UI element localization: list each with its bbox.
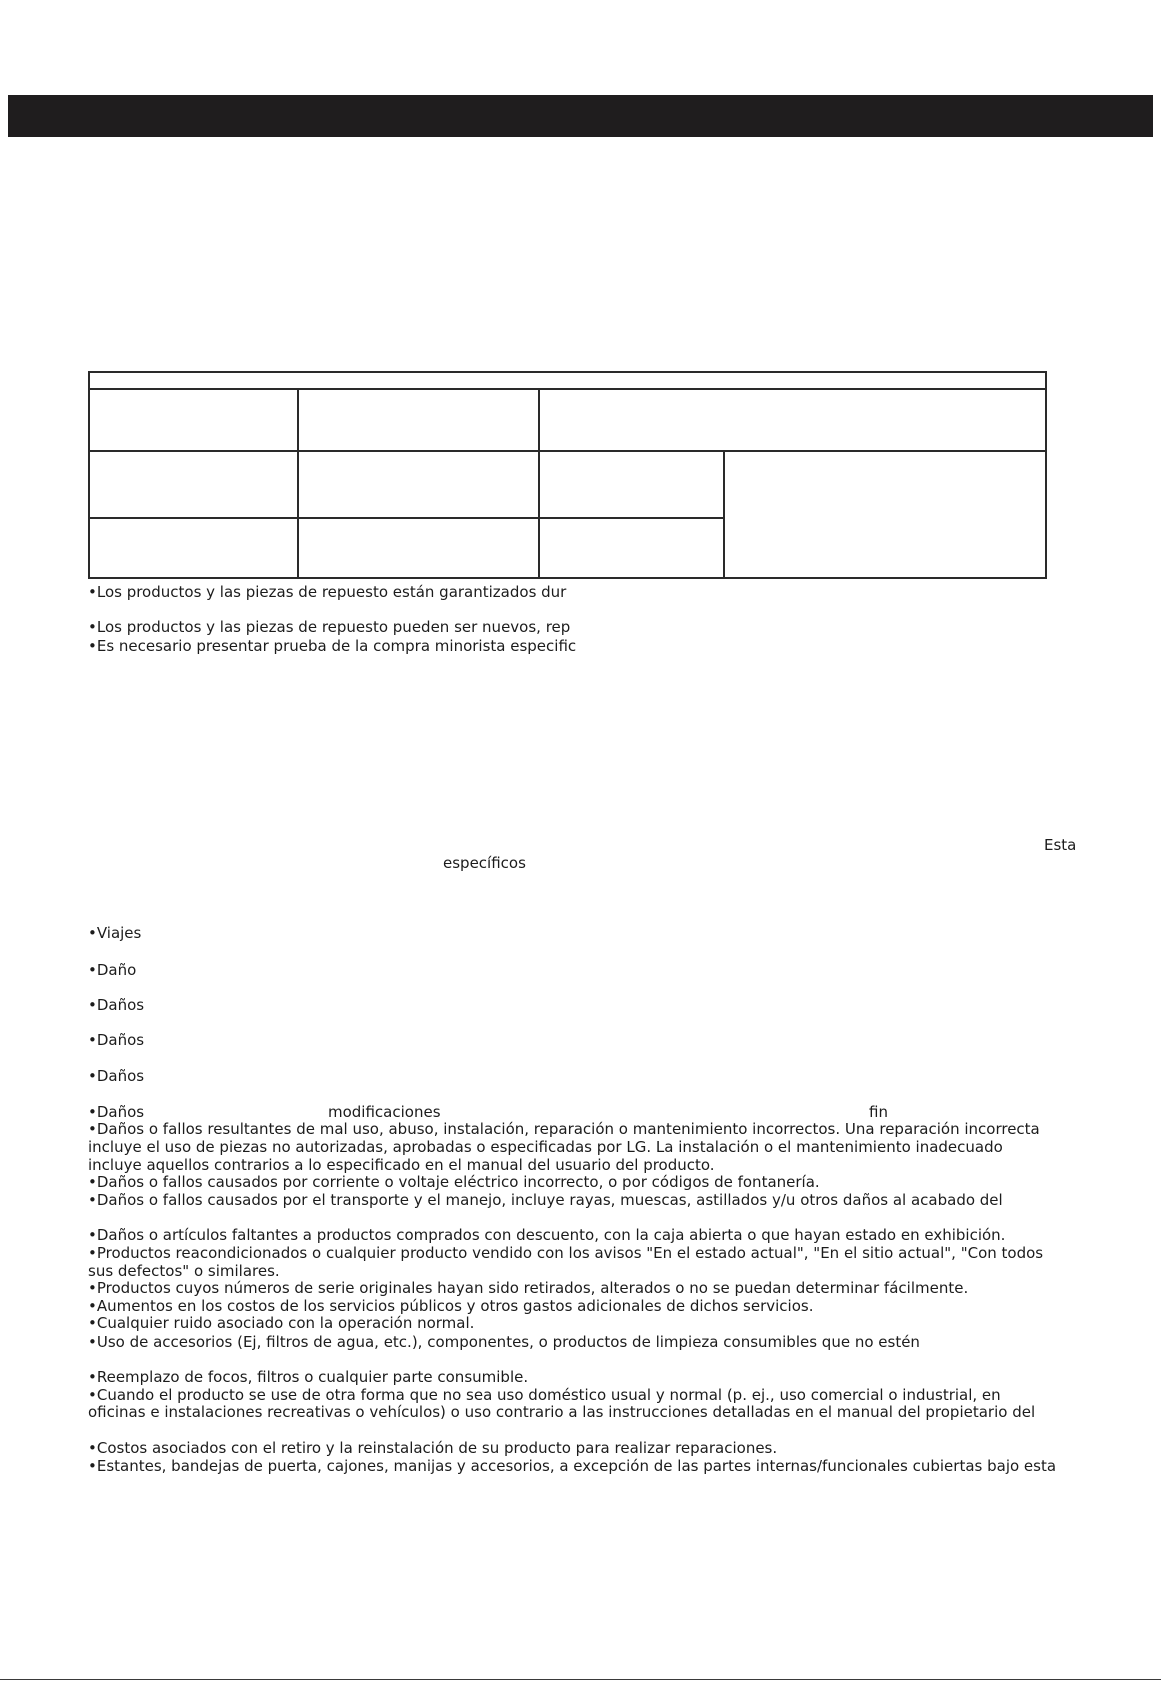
exclusion-stub-danos-3: •Daños: [88, 1067, 145, 1085]
exclusion-stub-viajes: •Viajes: [88, 924, 142, 942]
table-rule-below-header-band: [90, 388, 1045, 390]
exclusion-removal-costs: •Costos asociados con el retiro y la reinstalación de su producto para realizar reparaciones.: [88, 1439, 778, 1457]
fragment-especificos: específicos: [443, 854, 526, 872]
table-rule-below-row-2: [90, 517, 723, 519]
table-rule-column-2: [538, 388, 540, 577]
exclusion-non-household-line-1: •Cuando el producto se use de otra forma que no sea uso doméstico usual y normal (p. ej., uso comercial o industrial, en: [88, 1386, 1001, 1404]
exclusion-stub-danos-1: •Daños: [88, 996, 145, 1014]
table-rule-column-3: [723, 450, 725, 577]
exclusion-misuse-line-1: •Daños o fallos resultantes de mal uso, abuso, instalación, reparación o mantenimiento incorrectos. Una reparación incorrecta: [88, 1120, 1040, 1138]
warranty-table: [88, 371, 1047, 579]
exclusion-voltage: •Daños o fallos causados por corriente o voltaje eléctrico incorrecto, o por códigos de fontanería.: [88, 1173, 820, 1191]
exclusion-refurbished-line-1: •Productos reacondicionados o cualquier producto vendido con los avisos "En el estado actual", "En el sitio actual", "Con todos: [88, 1244, 1044, 1262]
exclusion-transport: •Daños o fallos causados por el transporte y el manejo, incluye rayas, muescas, astillados y/u otros daños al acabado del: [88, 1191, 1003, 1209]
exclusion-refurbished-line-2: sus defectos" o similares.: [88, 1262, 280, 1280]
exclusion-serial-numbers: •Productos cuyos números de serie originales hayan sido retirados, alterados o no se puedan determinar fácilmente.: [88, 1279, 969, 1297]
fragment-fin: fin: [869, 1103, 888, 1121]
page-footer-rule: [0, 1679, 1161, 1680]
section-header-bar: [8, 95, 1153, 137]
note-warranty-period: •Los productos y las piezas de repuesto están garantizados dur: [88, 583, 567, 601]
exclusion-misuse-line-3: incluye aquellos contrarios a lo especificado en el manual del usuario del producto.: [88, 1156, 715, 1174]
exclusion-accessories: •Uso de accesorios (Ej, filtros de agua, etc.), componentes, o productos de limpieza consumibles que no estén: [88, 1333, 920, 1351]
exclusion-stub-danos-2: •Daños: [88, 1031, 145, 1049]
exclusion-non-household-line-2: oficinas e instalaciones recreativas o vehículos) o uso contrario a las instrucciones detalladas en el manual del propietario del: [88, 1403, 1036, 1421]
exclusion-noise: •Cualquier ruido asociado con la operación normal.: [88, 1314, 475, 1332]
exclusion-shelves-bins: •Estantes, bandejas de puerta, cajones, manijas y accesorios, a excepción de las partes internas/funcionales cubiertas bajo esta: [88, 1457, 1057, 1475]
exclusion-utility-costs: •Aumentos en los costos de los servicios públicos y otros gastos adicionales de dichos servicios.: [88, 1297, 814, 1315]
exclusion-discounted: •Daños o artículos faltantes a productos comprados con descuento, con la caja abierta o que hayan estado en exhibición.: [88, 1226, 1006, 1244]
exclusion-stub-danos-modificaciones: •Daños: [88, 1103, 145, 1121]
exclusion-consumables: •Reemplazo de focos, filtros o cualquier parte consumible.: [88, 1368, 529, 1386]
note-replacement-parts: •Los productos y las piezas de repuesto pueden ser nuevos, rep: [88, 618, 571, 636]
exclusion-stub-dano: •Daño: [88, 961, 137, 979]
exclusion-misuse-line-2: incluye el uso de piezas no autorizadas, aprobadas o especificadas por LG. La instalación o el mantenimiento inadecuado: [88, 1138, 1003, 1156]
note-proof-of-purchase: •Es necesario presentar prueba de la compra minorista especific: [88, 637, 577, 655]
fragment-esta: Esta: [1044, 836, 1077, 854]
fragment-modificaciones: modificaciones: [328, 1103, 441, 1121]
table-rule-below-row-1: [90, 450, 1045, 452]
table-rule-column-1: [297, 388, 299, 577]
